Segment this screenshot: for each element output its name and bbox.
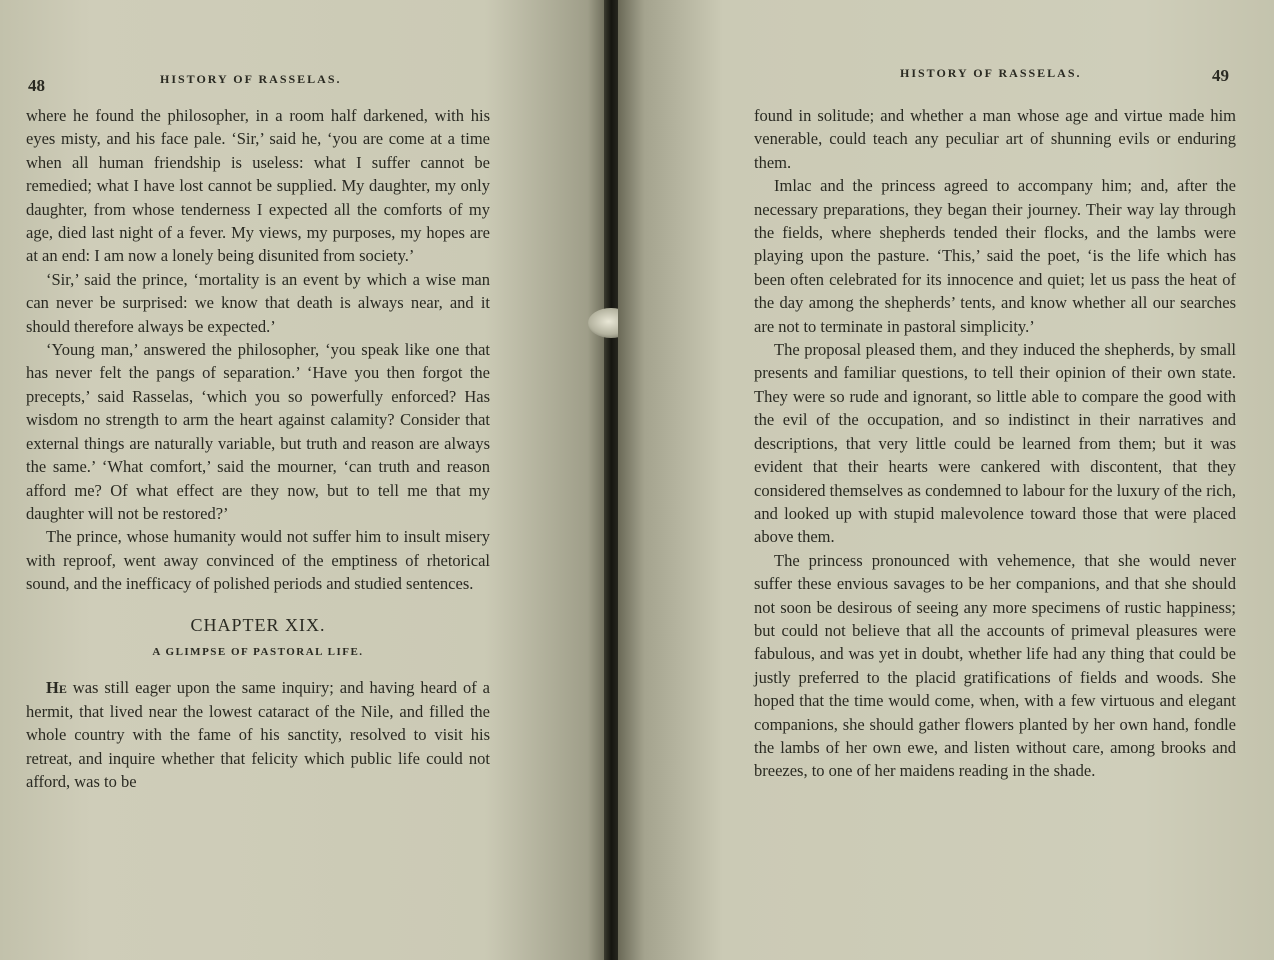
paragraph: where he found the philosopher, in a room half darkened, with his eyes misty, and his face pale. ‘Sir,’ said he, ‘you are come at a time when all human friendship is useless: what I suffer cannot be remedied; what I have lost cannot be supplied. My daughter, my only daughter, from whose tenderness I expected all the comforts of my age, died last night of a fever. My views, my purposes, my hopes are at an end: I am now a lonely being disunited from society.’ bbox=[26, 106, 490, 266]
chapter-first-word: He bbox=[46, 678, 67, 698]
paragraph: The prince, whose humanity would not suffer him to insult misery with reproof, went away convinced of the emptiness of rhetorical sound, and the inefficacy of polished periods and studied sentences. bbox=[26, 527, 490, 594]
left-page-text bbox=[26, 104, 490, 793]
chapter-subtitle: A GLIMPSE OF PASTORAL LIFE. bbox=[152, 645, 364, 658]
chapter-opening-paragraph bbox=[26, 676, 490, 793]
paragraph: ‘Sir,’ said the prince, ‘mortality is an event by which a wise man can never be surprised: we know that death is always near, and it should therefore always be expected.’ bbox=[26, 269, 490, 336]
running-head: HISTORY OF RASSELAS. bbox=[900, 66, 1082, 80]
running-head: HISTORY OF RASSELAS. bbox=[160, 72, 342, 86]
right-page bbox=[618, 0, 1274, 960]
chapter-opening-text: was still eager upon the same inquiry; and having heard of a hermit, that lived near the lowest cataract of the Nile, and filled the whole country with the fame of his sanctity, resolved to visit his retreat, and inquire whether that felicity which public life could not afford, was to be bbox=[26, 678, 490, 791]
paragraph: ‘Young man,’ answered the philosopher, ‘you speak like one that has never felt the pangs of separation.’ ‘Have you then forgot the precepts,’ said Rasselas, ‘which you so powerfully enforced? Has wisdom no strength to arm the heart against calamity? Consider that external things are naturally variable, but truth and reason are always the same.’ ‘What comfort,’ said the mourner, ‘can truth and reason afford me? Of what effect are they now, but to tell me that my daughter will not be restored?’ bbox=[26, 340, 490, 523]
paragraph: found in solitude; and whether a man whose age and virtue made him venerable, could teach any peculiar art of shunning evils or enduring them. bbox=[754, 106, 1236, 172]
page-number: 48 bbox=[28, 76, 45, 95]
right-page-text bbox=[754, 104, 1236, 783]
paragraph: Imlac and the princess agreed to accompany him; and, after the necessary preparations, they began their journey. Their way lay through the fields, where shepherds tended their flocks, and the lambs were playing upon the pasture. ‘This,’ said the poet, ‘is the life which has been often celebrated for its innocence and quiet; let us pass the heat of the day among the shepherds’ tents, and know whether all our searches are not to terminate in pastoral simplicity.’ bbox=[754, 176, 1236, 336]
page-number: 49 bbox=[1212, 66, 1229, 85]
paragraph: The princess pronounced with vehemence, that she would never suffer these envious savages to be her companions, and that she should not soon be desirous of seeing any more specimens of rustic happiness; but could not believe that all the accounts of primeval pleasures were fabulous, and was yet in doubt, whether life had any thing that could be justly preferred to the placid gratifications of fields and woods. She hoped that the time would come, when, with a few virtuous and elegant companions, she should gather flowers planted by her own hand, fondle the lambs of her own ewe, and listen without care, among brooks and breezes, to one of her maidens reading in the shade. bbox=[754, 550, 1236, 781]
chapter-heading: CHAPTER XIX. bbox=[190, 614, 326, 635]
left-page bbox=[0, 0, 606, 960]
paragraph: The proposal pleased them, and they induced the shepherds, by small presents and familiar questions, to tell their opinion of their own state. They were so rude and ignorant, so little able to compare the good with the evil of the occupation, and so indistinct in their narratives and descriptions, that very little could be learned from them; but it was evident that their hearts were cankered with discontent, that they considered themselves as condemned to labour for the luxury of the rich, and looked up with stupid malevolence toward those that were placed above them. bbox=[754, 340, 1236, 547]
